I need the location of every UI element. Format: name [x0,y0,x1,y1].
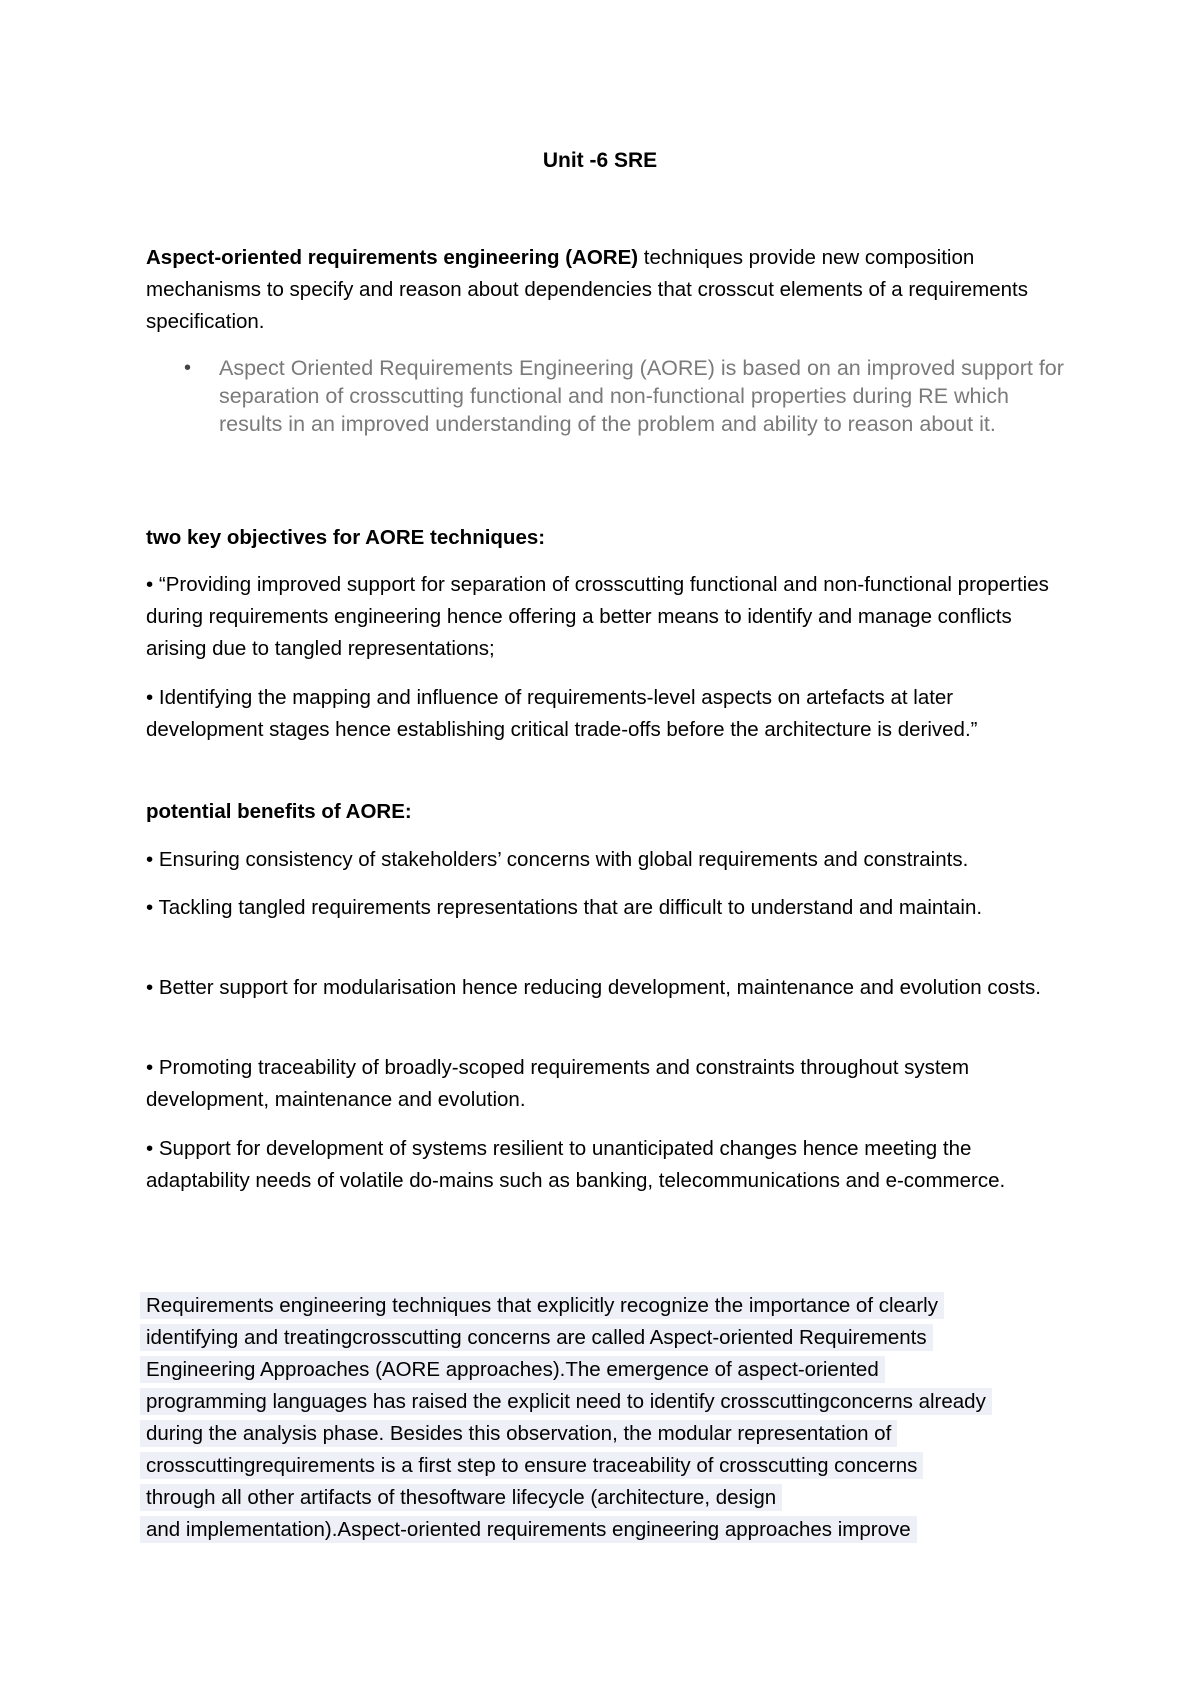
benefits-heading: potential benefits of AORE: [146,800,412,823]
highlighted-line-text: through all other artifacts of thesoftware lifecycle (architecture, design [140,1484,782,1511]
intro-paragraph [146,242,1066,338]
highlighted-line [140,1386,1080,1418]
objective-item-1: • “Providing improved support for separation of crosscutting functional and non-functional properties during requirements engineering hence offering a better means to identify and manage conflicts arising due to tangled representations; [146,573,1049,660]
intro-rest-text: techniques provide new composition mechanisms to specify and reason about dependencies that crosscut elements of a requirements specification. [146,246,1028,333]
page-title: Unit -6 SRE [542,149,658,172]
highlighted-paragraph [140,1290,1080,1546]
benefit-item-2: • Tackling tangled requirements representations that are difficult to understand and maintain. [146,896,983,919]
highlighted-line [140,1482,1080,1514]
highlighted-line [140,1450,1080,1482]
highlighted-line-text: during the analysis phase. Besides this observation, the modular representation of [140,1420,897,1447]
highlighted-line-text: Requirements engineering techniques that explicitly recognize the importance of clearly [140,1292,944,1319]
highlighted-line-text: crosscuttingrequirements is a first step to ensure traceability of crosscutting concerns [140,1452,923,1479]
objectives-heading: two key objectives for AORE techniques: [146,526,546,549]
bullet-dot-icon: • [184,357,192,379]
intro-bold-term: Aspect-oriented requirements engineering (AORE) [146,246,639,269]
highlighted-line [140,1418,1080,1450]
highlighted-line-text: programming languages has raised the explicit need to identify crosscuttingconcerns already [140,1388,992,1415]
benefit-item-1: • Ensuring consistency of stakeholders’ concerns with global requirements and constraints. [146,848,969,871]
benefit-item-4: • Promoting traceability of broadly-scoped requirements and constraints throughout system development, maintenance and evolution. [146,1056,970,1111]
highlighted-line-text: Engineering Approaches (AORE approaches).The emergence of aspect-oriented [140,1356,885,1383]
highlighted-line [140,1514,1080,1546]
highlighted-line-text: and implementation).Aspect-oriented requirements engineering approaches improve [140,1516,917,1543]
gray-bullet-text: Aspect Oriented Requirements Engineering (AORE) is based on an improved support for separation of crosscutting functional and non-functional properties during RE which results in an improved understanding of the problem and ability to reason about it. [219,356,1064,436]
objective-item-2: • Identifying the mapping and influence of requirements-level aspects on artefacts at later development stages hence establishing critical trade-offs before the architecture is derived.” [146,686,978,741]
highlighted-line [140,1290,1080,1322]
highlighted-line [140,1322,1080,1354]
benefit-item-5: • Support for development of systems resilient to unanticipated changes hence meeting the adaptability needs of volatile do-mains such as banking, telecommunications and e-commerce. [146,1137,1006,1192]
highlighted-line-text: identifying and treatingcrosscutting concerns are called Aspect-oriented Requirements [140,1324,933,1351]
benefit-item-3: • Better support for modularisation hence reducing development, maintenance and evolution costs. [146,976,1041,999]
highlighted-line [140,1354,1080,1386]
